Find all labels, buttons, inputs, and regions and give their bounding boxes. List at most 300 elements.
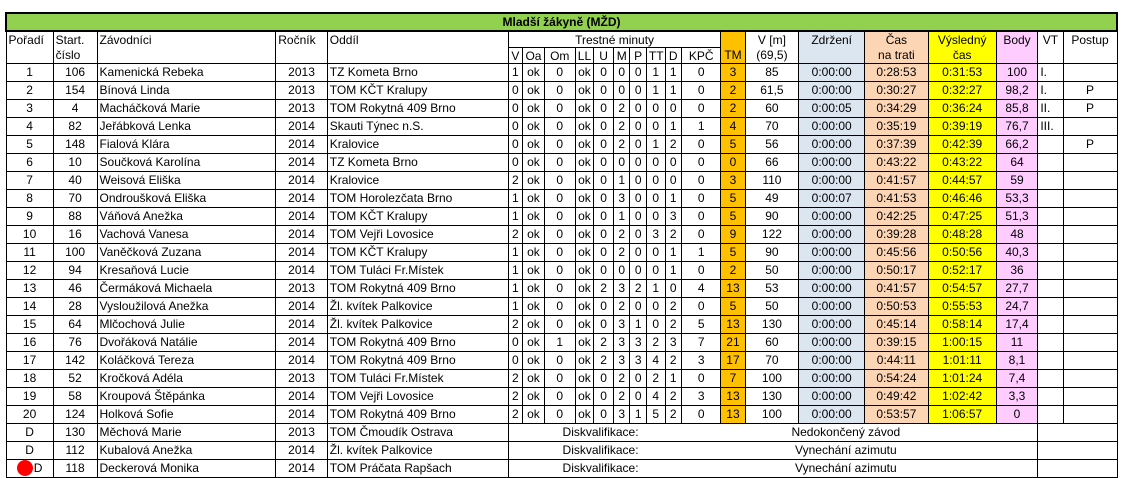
cell-om: 0 bbox=[544, 352, 575, 370]
cell-vysledny: 0:58:14 bbox=[928, 316, 996, 334]
cell-u: 2 bbox=[594, 352, 614, 370]
cell-cas: 0:42:25 bbox=[865, 208, 929, 226]
sub-oa: Oa bbox=[523, 48, 545, 64]
cell-tt: 0 bbox=[646, 316, 665, 334]
cell-kpc: 7 bbox=[681, 334, 720, 352]
cell-oddil: TOM Tuláci Fr.Místek bbox=[327, 370, 508, 388]
cell-v: 0 bbox=[508, 352, 522, 370]
cell-v: 1 bbox=[508, 64, 522, 82]
cell-ll: ok bbox=[575, 172, 594, 190]
cell-jmeno: Koláčková Tereza bbox=[97, 352, 276, 370]
cell-cislo: 94 bbox=[53, 262, 97, 280]
cell-postup bbox=[1063, 316, 1117, 334]
table-row-dq bbox=[6, 424, 1117, 442]
cell-cislo: 124 bbox=[53, 406, 97, 424]
cell-om: 0 bbox=[544, 100, 575, 118]
cell-oddil: TOM Rokytná 409 Brno bbox=[327, 100, 508, 118]
cell-ll: ok bbox=[575, 190, 594, 208]
cell-vm: 100 bbox=[745, 370, 799, 388]
cell-body: 53,3 bbox=[996, 190, 1038, 208]
cell-oa: ok bbox=[523, 388, 545, 406]
cell-u: 0 bbox=[594, 316, 614, 334]
cell-d: 2 bbox=[665, 226, 681, 244]
cell-tt: 0 bbox=[646, 190, 665, 208]
cell-v: 0 bbox=[508, 154, 522, 172]
sub-tt: TT bbox=[646, 48, 665, 64]
cell-d: 1 bbox=[665, 244, 681, 262]
cell-oddil: TOM Vejři Lovosice bbox=[327, 388, 508, 406]
cell-d: 1 bbox=[665, 82, 681, 100]
cell-d: 3 bbox=[665, 208, 681, 226]
cell-tt: 1 bbox=[646, 136, 665, 154]
cell-postup bbox=[1063, 118, 1117, 136]
col-poradi: Pořadí bbox=[6, 31, 53, 48]
cell-dq-label: Diskvalifikace: bbox=[508, 424, 646, 442]
cell-oddil: TOM Čmoudík Ostrava bbox=[327, 424, 508, 442]
col-oddil: Oddíl bbox=[327, 31, 508, 48]
cell-om: 0 bbox=[544, 370, 575, 388]
cell-dq-reason: Vynechání azimutu bbox=[646, 460, 1037, 478]
cell-v: 2 bbox=[508, 226, 522, 244]
sub-u: U bbox=[594, 48, 614, 64]
cell-om: 0 bbox=[544, 406, 575, 424]
cell-vysledny: 0:54:57 bbox=[928, 280, 996, 298]
cell-oddil: Kralovice bbox=[327, 172, 508, 190]
cell-poradi bbox=[6, 424, 53, 442]
cell-vm: 53 bbox=[745, 280, 799, 298]
cell-cas: 0:34:29 bbox=[865, 100, 929, 118]
cell-cislo: 46 bbox=[53, 280, 97, 298]
cell-cislo: 154 bbox=[53, 82, 97, 100]
cell-dq-reason: Nedokončený závod bbox=[646, 424, 1037, 442]
cell-vysledny: 1:01:24 bbox=[928, 370, 996, 388]
cell-cislo: 64 bbox=[53, 316, 97, 334]
cell-d: 2 bbox=[665, 388, 681, 406]
table-row bbox=[6, 352, 1117, 370]
cell-tt: 0 bbox=[646, 298, 665, 316]
cell-body: 3,3 bbox=[996, 388, 1038, 406]
cell-u: 0 bbox=[594, 100, 614, 118]
cell-dq-tail bbox=[1038, 442, 1117, 460]
cell-om: 0 bbox=[544, 262, 575, 280]
cell-d: 2 bbox=[665, 298, 681, 316]
cell-u: 0 bbox=[594, 82, 614, 100]
cell-cislo: 76 bbox=[53, 334, 97, 352]
cell-rocnik: 2014 bbox=[276, 316, 328, 334]
cell-cas: 0:41:57 bbox=[865, 172, 929, 190]
cell-vm: 61,5 bbox=[745, 82, 799, 100]
cell-d: 1 bbox=[665, 190, 681, 208]
cell-vm: 56 bbox=[745, 136, 799, 154]
cell-cislo: 40 bbox=[53, 172, 97, 190]
col-oddil-2 bbox=[327, 48, 508, 64]
cell-tm: 13 bbox=[721, 388, 745, 406]
cell-kpc: 4 bbox=[681, 280, 720, 298]
cell-ll: ok bbox=[575, 370, 594, 388]
col-vt: VT bbox=[1038, 31, 1063, 48]
cell-v: 0 bbox=[508, 82, 522, 100]
sub-m: M bbox=[614, 48, 630, 64]
cell-cislo: 52 bbox=[53, 370, 97, 388]
cell-vt bbox=[1038, 154, 1063, 172]
cell-postup bbox=[1063, 406, 1117, 424]
col-vysledny-2: čas bbox=[928, 48, 996, 64]
cell-tt: 3 bbox=[646, 226, 665, 244]
cell-oa: ok bbox=[523, 316, 545, 334]
cell-jmeno: Vaněčková Zuzana bbox=[97, 244, 276, 262]
cell-m: 2 bbox=[614, 136, 630, 154]
poradi-text: D bbox=[33, 460, 43, 475]
cell-poradi: 10 bbox=[6, 226, 53, 244]
cell-postup bbox=[1063, 262, 1117, 280]
cell-v: 2 bbox=[508, 388, 522, 406]
cell-om: 0 bbox=[544, 280, 575, 298]
cell-zdrzeni: 0:00:00 bbox=[799, 172, 865, 190]
cell-m: 2 bbox=[614, 100, 630, 118]
cell-oddil: TOM KČT Kralupy bbox=[327, 208, 508, 226]
cell-oddil: TOM Práčata Rapšach bbox=[327, 460, 508, 478]
cell-om: 0 bbox=[544, 208, 575, 226]
cell-p: 0 bbox=[630, 100, 646, 118]
cell-p: 3 bbox=[630, 334, 646, 352]
cell-tm: 5 bbox=[721, 298, 745, 316]
cell-m: 3 bbox=[614, 406, 630, 424]
cell-jmeno: Kresaňová Lucie bbox=[97, 262, 276, 280]
cell-u: 0 bbox=[594, 226, 614, 244]
cell-cislo: 88 bbox=[53, 208, 97, 226]
col-zavodnici-2 bbox=[97, 48, 276, 64]
table-row bbox=[6, 262, 1117, 280]
cell-body: 40,3 bbox=[996, 244, 1038, 262]
cell-d: 0 bbox=[665, 154, 681, 172]
col-zavodnici: Závodníci bbox=[97, 31, 276, 48]
cell-postup bbox=[1063, 244, 1117, 262]
cell-body: 98,2 bbox=[996, 82, 1038, 100]
cell-body: 11 bbox=[996, 334, 1038, 352]
cell-oa: ok bbox=[523, 136, 545, 154]
cell-vysledny: 0:48:28 bbox=[928, 226, 996, 244]
table-row bbox=[6, 154, 1117, 172]
table-row bbox=[6, 316, 1117, 334]
cell-d: 0 bbox=[665, 172, 681, 190]
cell-om: 0 bbox=[544, 298, 575, 316]
cell-p: 0 bbox=[630, 388, 646, 406]
cell-rocnik: 2014 bbox=[276, 442, 328, 460]
cell-kpc: 0 bbox=[681, 262, 720, 280]
cell-body: 66,2 bbox=[996, 136, 1038, 154]
cell-cas: 0:54:24 bbox=[865, 370, 929, 388]
cell-vm: 50 bbox=[745, 298, 799, 316]
cell-vt bbox=[1038, 136, 1063, 154]
cell-postup: P bbox=[1063, 136, 1117, 154]
cell-vysledny: 1:02:42 bbox=[928, 388, 996, 406]
cell-rocnik: 2014 bbox=[276, 136, 328, 154]
cell-d: 1 bbox=[665, 262, 681, 280]
cell-body: 100 bbox=[996, 64, 1038, 82]
cell-tm: 5 bbox=[721, 208, 745, 226]
cell-jmeno: Váňová Anežka bbox=[97, 208, 276, 226]
cell-m: 2 bbox=[614, 388, 630, 406]
cell-body: 48 bbox=[996, 226, 1038, 244]
col-tm-top bbox=[721, 31, 745, 48]
sub-kpc: KPČ bbox=[681, 48, 720, 64]
cell-m: 2 bbox=[614, 244, 630, 262]
cell-postup bbox=[1063, 280, 1117, 298]
cell-vysledny: 1:00:15 bbox=[928, 334, 996, 352]
cell-m: 0 bbox=[614, 154, 630, 172]
cell-dq-tail bbox=[1038, 424, 1117, 442]
cell-poradi: 15 bbox=[6, 316, 53, 334]
cell-postup bbox=[1063, 298, 1117, 316]
cell-tm: 0 bbox=[721, 154, 745, 172]
cell-cas: 0:28:53 bbox=[865, 64, 929, 82]
cell-zdrzeni: 0:00:00 bbox=[799, 388, 865, 406]
cell-om: 1 bbox=[544, 334, 575, 352]
cell-tm: 9 bbox=[721, 226, 745, 244]
cell-tt: 0 bbox=[646, 118, 665, 136]
cell-v: 0 bbox=[508, 100, 522, 118]
col-rocnik-2 bbox=[276, 48, 328, 64]
cell-postup bbox=[1063, 226, 1117, 244]
cell-vt: I. bbox=[1038, 64, 1063, 82]
cell-cislo: 4 bbox=[53, 100, 97, 118]
cell-jmeno: Měchová Marie bbox=[97, 424, 276, 442]
cell-kpc: 0 bbox=[681, 172, 720, 190]
cell-d: 1 bbox=[665, 118, 681, 136]
cell-vm: 60 bbox=[745, 100, 799, 118]
cell-rocnik: 2014 bbox=[276, 244, 328, 262]
cell-cas: 0:44:11 bbox=[865, 352, 929, 370]
cell-jmeno: Jeřábková Lenka bbox=[97, 118, 276, 136]
cell-tm: 13 bbox=[721, 280, 745, 298]
cell-jmeno: Kubalová Anežka bbox=[97, 442, 276, 460]
table-row bbox=[6, 100, 1117, 118]
col-body-2 bbox=[996, 48, 1038, 64]
cell-oa: ok bbox=[523, 208, 545, 226]
cell-v: 2 bbox=[508, 370, 522, 388]
cell-cas: 0:43:22 bbox=[865, 154, 929, 172]
red-dot-marker-icon bbox=[17, 460, 33, 476]
cell-m: 2 bbox=[614, 226, 630, 244]
cell-poradi bbox=[6, 460, 53, 478]
cell-v: 1 bbox=[508, 262, 522, 280]
cell-cislo: 28 bbox=[53, 298, 97, 316]
cell-zdrzeni: 0:00:00 bbox=[799, 406, 865, 424]
cell-kpc: 0 bbox=[681, 64, 720, 82]
cell-oddil: Skauti Týnec n.S. bbox=[327, 118, 508, 136]
cell-om: 0 bbox=[544, 82, 575, 100]
cell-cislo: 130 bbox=[53, 424, 97, 442]
cell-vysledny: 0:42:39 bbox=[928, 136, 996, 154]
cell-v: 0 bbox=[508, 334, 522, 352]
cell-dq-tail bbox=[1038, 460, 1117, 478]
cell-cislo: 70 bbox=[53, 190, 97, 208]
cell-body: 36 bbox=[996, 262, 1038, 280]
cell-rocnik: 2014 bbox=[276, 154, 328, 172]
cell-zdrzeni: 0:00:00 bbox=[799, 208, 865, 226]
cell-tm: 2 bbox=[721, 82, 745, 100]
cell-ll: ok bbox=[575, 226, 594, 244]
cell-rocnik: 2013 bbox=[276, 370, 328, 388]
cell-om: 0 bbox=[544, 190, 575, 208]
cell-v: 1 bbox=[508, 190, 522, 208]
sub-om: Om bbox=[544, 48, 575, 64]
cell-u: 0 bbox=[594, 118, 614, 136]
cell-cas: 0:45:14 bbox=[865, 316, 929, 334]
cell-oa: ok bbox=[523, 298, 545, 316]
cell-tt: 0 bbox=[646, 154, 665, 172]
poradi-text: D bbox=[25, 425, 34, 439]
cell-vt bbox=[1038, 208, 1063, 226]
cell-oddil: TOM Tuláci Fr.Místek bbox=[327, 262, 508, 280]
cell-rocnik: 2014 bbox=[276, 190, 328, 208]
cell-oddil: TOM Rokytná 409 Brno bbox=[327, 352, 508, 370]
cell-cislo: 82 bbox=[53, 118, 97, 136]
cell-p: 0 bbox=[630, 226, 646, 244]
cell-oa: ok bbox=[523, 100, 545, 118]
cell-jmeno: Kroupová Štěpánka bbox=[97, 388, 276, 406]
cell-p: 0 bbox=[630, 370, 646, 388]
cell-jmeno: Macháčková Marie bbox=[97, 100, 276, 118]
cell-vm: 100 bbox=[745, 406, 799, 424]
col-rocnik: Ročník bbox=[276, 31, 328, 48]
cell-cas: 0:39:28 bbox=[865, 226, 929, 244]
cell-vm: 130 bbox=[745, 388, 799, 406]
cell-jmeno: Ondroušková Eliška bbox=[97, 190, 276, 208]
cell-oa: ok bbox=[523, 280, 545, 298]
cell-m: 3 bbox=[614, 316, 630, 334]
cell-rocnik: 2014 bbox=[276, 334, 328, 352]
cell-v: 0 bbox=[508, 118, 522, 136]
cell-v: 1 bbox=[508, 208, 522, 226]
cell-poradi: 17 bbox=[6, 352, 53, 370]
sub-v: V bbox=[508, 48, 522, 64]
cell-ll: ok bbox=[575, 136, 594, 154]
table-row bbox=[6, 172, 1117, 190]
cell-oddil: TZ Kometa Brno bbox=[327, 64, 508, 82]
cell-dq-reason: Vynechání azimutu bbox=[646, 442, 1037, 460]
cell-vt: I. bbox=[1038, 82, 1063, 100]
cell-tm: 13 bbox=[721, 316, 745, 334]
cell-vysledny: 0:43:22 bbox=[928, 154, 996, 172]
cell-vm: 110 bbox=[745, 172, 799, 190]
cell-vt bbox=[1038, 172, 1063, 190]
cell-tm: 5 bbox=[721, 136, 745, 154]
cell-poradi: 20 bbox=[6, 406, 53, 424]
cell-vysledny: 0:39:19 bbox=[928, 118, 996, 136]
cell-postup: P bbox=[1063, 82, 1117, 100]
cell-tt: 0 bbox=[646, 244, 665, 262]
cell-oa: ok bbox=[523, 370, 545, 388]
cell-oddil: Žl. kvítek Palkovice bbox=[327, 298, 508, 316]
table-row bbox=[6, 370, 1117, 388]
cell-poradi: 7 bbox=[6, 172, 53, 190]
cell-u: 0 bbox=[594, 208, 614, 226]
cell-oa: ok bbox=[523, 352, 545, 370]
cell-m: 0 bbox=[614, 262, 630, 280]
cell-oddil: Žl. kvítek Palkovice bbox=[327, 442, 508, 460]
cell-tm: 5 bbox=[721, 190, 745, 208]
cell-m: 0 bbox=[614, 82, 630, 100]
table-row bbox=[6, 280, 1117, 298]
cell-ll: ok bbox=[575, 100, 594, 118]
cell-om: 0 bbox=[544, 172, 575, 190]
cell-postup bbox=[1063, 334, 1117, 352]
table-row-dq bbox=[6, 460, 1117, 478]
cell-zdrzeni: 0:00:00 bbox=[799, 136, 865, 154]
cell-vysledny: 0:52:17 bbox=[928, 262, 996, 280]
col-cas-2: na trati bbox=[865, 48, 929, 64]
cell-u: 0 bbox=[594, 370, 614, 388]
cell-zdrzeni: 0:00:00 bbox=[799, 334, 865, 352]
table-row bbox=[6, 64, 1117, 82]
results-sheet bbox=[5, 12, 1118, 478]
table-row bbox=[6, 118, 1117, 136]
cell-cas: 0:30:27 bbox=[865, 82, 929, 100]
cell-ll: ok bbox=[575, 208, 594, 226]
sub-d: D bbox=[665, 48, 681, 64]
cell-tt: 0 bbox=[646, 262, 665, 280]
cell-oddil: TOM Horolezčata Brno bbox=[327, 190, 508, 208]
table-row bbox=[6, 208, 1117, 226]
cell-cas: 0:50:53 bbox=[865, 298, 929, 316]
cell-p: 1 bbox=[630, 316, 646, 334]
cell-oddil: TOM KČT Kralupy bbox=[327, 82, 508, 100]
cell-zdrzeni: 0:00:00 bbox=[799, 82, 865, 100]
cell-m: 3 bbox=[614, 352, 630, 370]
cell-cas: 0:37:39 bbox=[865, 136, 929, 154]
cell-u: 2 bbox=[594, 280, 614, 298]
cell-kpc: 5 bbox=[681, 316, 720, 334]
cell-tm: 3 bbox=[721, 64, 745, 82]
cell-tm: 2 bbox=[721, 262, 745, 280]
cell-u: 2 bbox=[594, 334, 614, 352]
cell-vm: 70 bbox=[745, 352, 799, 370]
cell-rocnik: 2013 bbox=[276, 424, 328, 442]
cell-kpc: 0 bbox=[681, 298, 720, 316]
cell-cislo: 142 bbox=[53, 352, 97, 370]
cell-ll: ok bbox=[575, 118, 594, 136]
cell-vm: 90 bbox=[745, 244, 799, 262]
cell-vysledny: 1:01:11 bbox=[928, 352, 996, 370]
cell-m: 3 bbox=[614, 334, 630, 352]
cell-jmeno: Dvořáková Natálie bbox=[97, 334, 276, 352]
cell-cas: 0:41:57 bbox=[865, 280, 929, 298]
cell-rocnik: 2014 bbox=[276, 388, 328, 406]
cell-tt: 5 bbox=[646, 406, 665, 424]
cell-cas: 0:39:15 bbox=[865, 334, 929, 352]
cell-kpc: 0 bbox=[681, 190, 720, 208]
cell-ll: ok bbox=[575, 154, 594, 172]
cell-kpc: 1 bbox=[681, 244, 720, 262]
cell-postup bbox=[1063, 388, 1117, 406]
cell-tt: 1 bbox=[646, 280, 665, 298]
cell-v: 2 bbox=[508, 172, 522, 190]
cell-tt: 0 bbox=[646, 172, 665, 190]
cell-om: 0 bbox=[544, 118, 575, 136]
cell-d: 2 bbox=[665, 352, 681, 370]
cell-rocnik: 2014 bbox=[276, 262, 328, 280]
cell-m: 2 bbox=[614, 298, 630, 316]
cell-poradi: 14 bbox=[6, 298, 53, 316]
cell-postup bbox=[1063, 172, 1117, 190]
col-vt-2 bbox=[1038, 48, 1063, 64]
cell-tm: 13 bbox=[721, 406, 745, 424]
cell-zdrzeni: 0:00:00 bbox=[799, 298, 865, 316]
cell-zdrzeni: 0:00:00 bbox=[799, 154, 865, 172]
table-row-dq bbox=[6, 442, 1117, 460]
cell-poradi: 16 bbox=[6, 334, 53, 352]
